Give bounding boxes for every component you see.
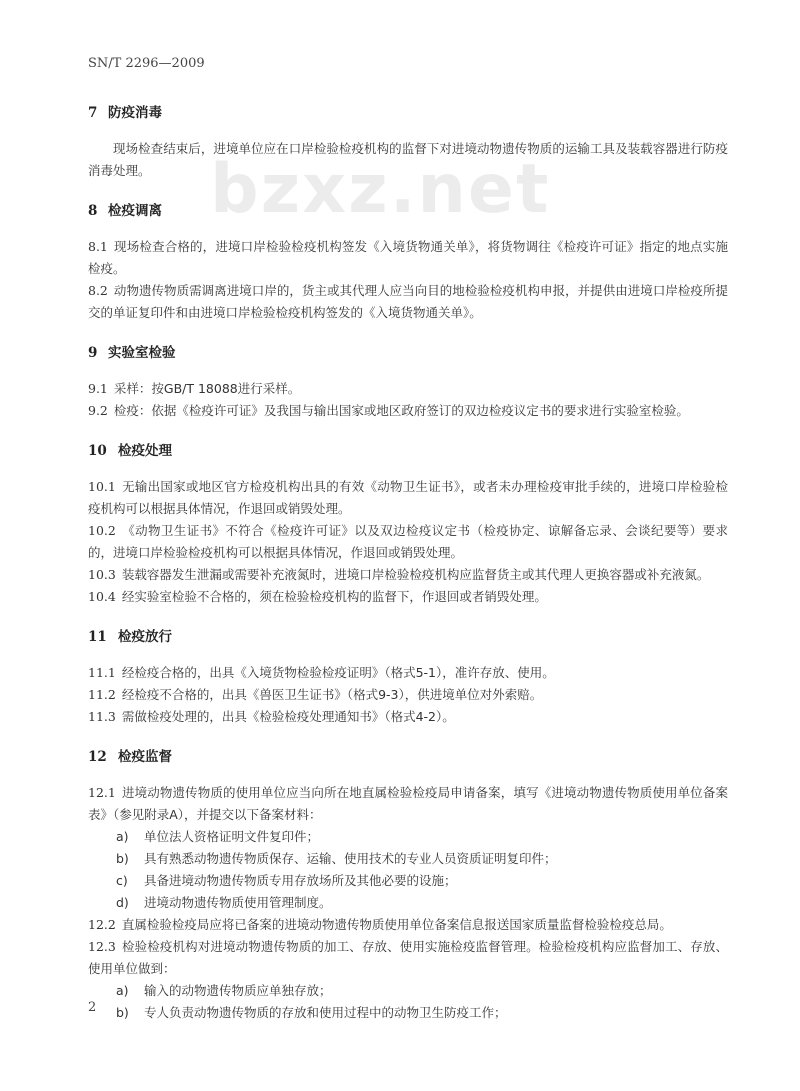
clause-number: 10.1 [88, 479, 116, 494]
list-item [88, 870, 728, 892]
clause-10-2 [88, 520, 728, 564]
clause-number: 10.2 [88, 523, 116, 538]
clause-10-4 [88, 586, 728, 608]
list-item [88, 892, 728, 914]
clause-text: 无输出国家或地区官方检疫机构出具的有效《动物卫生证书》，或者未办理检疫审批手续的，进境口岸检验检疫机构可以根据具体情况，作退回或销毁处理。 [88, 479, 728, 516]
list-marker: b) [116, 851, 129, 866]
clause-11-1 [88, 662, 728, 684]
list-item [88, 848, 728, 870]
section-heading-11 [88, 626, 728, 648]
section-heading-8 [88, 200, 728, 222]
list-text: 专人负责动物遗传物质的存放和使用过程中的动物卫生防疫工作； [144, 1005, 507, 1020]
document-code: SN/T 2296—2009 [88, 56, 205, 71]
clause-number: 8.2 [88, 283, 108, 298]
list-marker: b) [116, 1005, 129, 1020]
clause-number: 9.2 [88, 403, 108, 418]
clause-11-3 [88, 706, 728, 728]
watermark: bzxz.net [210, 150, 551, 229]
list-marker: a) [116, 983, 129, 998]
section-heading-10 [88, 440, 728, 462]
list-marker: a) [116, 829, 129, 844]
clause-number: 11.3 [88, 709, 116, 724]
clause-number: 11.1 [88, 665, 116, 680]
section-heading-7 [88, 102, 728, 124]
clause-text: 需做检疫处理的，出具《检验检疫处理通知书》（格式4-2）。 [121, 709, 455, 724]
section-title: 实验室检验 [108, 345, 176, 361]
section-number: 9 [88, 345, 98, 361]
clause-number: 11.2 [88, 687, 116, 702]
clause-number: 12.3 [88, 939, 116, 954]
section-number: 11 [88, 629, 107, 645]
list-text: 输入的动物遗传物质应单独存放； [144, 983, 332, 998]
clause-number: 12.2 [88, 917, 116, 932]
page-number: 2 [88, 1000, 97, 1015]
section-title: 检疫调离 [108, 203, 162, 219]
section-title: 检疫放行 [118, 629, 172, 645]
clause-text: 经检疫合格的，出具《入境货物检验检疫证明》（格式5-1），准许存放、使用。 [121, 665, 555, 680]
section-title: 防疫消毒 [108, 105, 162, 121]
clause-text: 动物遗传物质需调离进境口岸的，货主或其代理人应当向目的地检验检疫机构申报，并提供由进境口岸检疫所提交的单证复印件和由进境口岸检验检疫机构签发的《入境货物通关单》。 [88, 283, 728, 320]
document-body [88, 96, 728, 1024]
clause-number: 12.1 [88, 785, 116, 800]
section-heading-9 [88, 342, 728, 364]
clause-number: 8.1 [88, 239, 108, 254]
clause-number: 10.3 [88, 567, 116, 582]
clause-text: 采样：按GB/T 18088进行采样。 [113, 381, 301, 396]
clause-10-1 [88, 476, 728, 520]
list-text: 进境动物遗传物质使用管理制度。 [144, 895, 332, 910]
list-text: 单位法人资格证明文件复印件； [144, 829, 320, 844]
clause-text: 《动物卫生证书》不符合《检疫许可证》以及双边检疫议定书（检疫协定、谅解备忘录、会谈纪要等）要求的，进境口岸检验检疫机构可以根据具体情况，作退回或销毁处理。 [88, 523, 728, 560]
section-title: 检疫处理 [118, 443, 172, 459]
section-number: 7 [88, 105, 98, 121]
section-number: 8 [88, 203, 98, 219]
clause-10-3 [88, 564, 728, 586]
clause-12-3 [88, 936, 728, 980]
list-text: 具备进境动物遗传物质专用存放场所及其他必要的设施； [144, 873, 457, 888]
list-item [88, 1002, 728, 1024]
clause-text: 直属检验检疫局应将已备案的进境动物遗传物质使用单位备案信息报送国家质量监督检验检疫总局。 [121, 917, 672, 932]
list-item [88, 980, 728, 1002]
paragraph: 现场检查结束后，进境单位应在口岸检验检疫机构的监督下对进境动物遗传物质的运输工具及装载容器进行防疫消毒处理。 [88, 141, 728, 178]
clause-number: 10.4 [88, 589, 116, 604]
clause-9-2 [88, 400, 728, 422]
section-number: 10 [88, 443, 107, 459]
clause-8-1 [88, 236, 728, 280]
clause-12-1 [88, 782, 728, 826]
clause-text: 经检疫不合格的，出具《兽医卫生证书》（格式9-3），供进境单位对外索赔。 [121, 687, 543, 702]
list-text: 具有熟悉动物遗传物质保存、运输、使用技术的专业人员资质证明复印件； [144, 851, 557, 866]
clause-11-2 [88, 684, 728, 706]
clause-9-1 [88, 378, 728, 400]
clause-text: 检疫：依据《检疫许可证》及我国与输出国家或地区政府签订的双边检疫议定书的要求进行实验室检验。 [113, 403, 689, 418]
clause-text: 经实验室检验不合格的，须在检验检疫机构的监督下，作退回或者销毁处理。 [121, 589, 547, 604]
clause-text: 现场检查合格的，进境口岸检验检疫机构签发《入境货物通关单》，将货物调往《检疫许可证》指定的地点实施检疫。 [88, 239, 728, 276]
section-title: 检疫监督 [118, 749, 172, 765]
list-marker: d) [116, 895, 129, 910]
clause-text: 进境动物遗传物质的使用单位应当向所在地直属检验检疫局申请备案，填写《进境动物遗传物质使用单位备案表》（参见附录A），并提交以下备案材料： [88, 785, 728, 822]
section-heading-12 [88, 746, 728, 768]
clause-text: 检验检疫机构对进境动物遗传物质的加工、存放、使用实施检疫监督管理。检验检疫机构应监督加工、存放、使用单位做到： [88, 939, 728, 976]
list-item [88, 826, 728, 848]
list-marker: c) [116, 873, 128, 888]
section-number: 12 [88, 749, 107, 765]
clause-12-2 [88, 914, 728, 936]
clause-number: 9.1 [88, 381, 108, 396]
clause-8-2 [88, 280, 728, 324]
clause-text: 装载容器发生泄漏或需要补充液氮时，进境口岸检验检疫机构应监督货主或其代理人更换容器或补充液氮。 [121, 567, 710, 582]
